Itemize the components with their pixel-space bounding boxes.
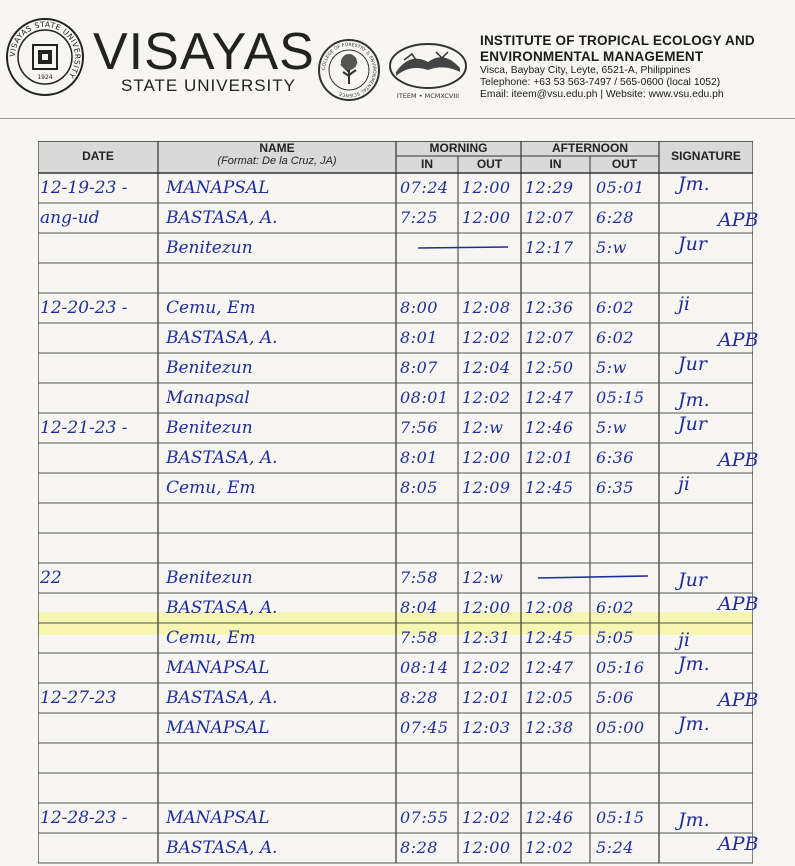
- afternoon-out-cell: 5:w: [596, 418, 627, 437]
- afternoon-in-cell: 12:46: [525, 418, 574, 437]
- letterhead: [0, 0, 795, 112]
- attendance-table: [38, 141, 759, 866]
- afternoon-out-cell: 5:w: [596, 358, 627, 377]
- afternoon-out-cell: 05:15: [596, 388, 645, 407]
- col-header-morning: MORNING: [429, 141, 488, 155]
- signature-cell: Jur: [678, 569, 707, 591]
- morning-in-cell: 7:58: [400, 628, 438, 647]
- signature-cell: Jur: [678, 233, 707, 255]
- name-cell: MANAPSAL: [166, 178, 270, 198]
- afternoon-in-cell: 12:29: [525, 178, 574, 197]
- afternoon-in-cell: 12:36: [525, 298, 574, 317]
- date-cell: ang-ud: [40, 208, 100, 228]
- afternoon-out-cell: 6:02: [596, 328, 634, 347]
- name-cell: Manapsal: [166, 388, 250, 408]
- col-header-name: NAME: [259, 141, 295, 155]
- morning-out-cell: 12:02: [462, 808, 511, 827]
- afternoon-in-cell: 12:47: [525, 388, 574, 407]
- institute-email-website: Email: iteem@vsu.edu.ph | Website: www.vsu.edu.ph: [480, 89, 724, 100]
- morning-in-cell: 8:04: [400, 598, 438, 617]
- header-divider: [0, 118, 795, 119]
- signature-cell: APB: [718, 209, 759, 231]
- signature-cell: Jm.: [678, 389, 710, 411]
- morning-in-cell: 8:05: [400, 478, 438, 497]
- blank-time-dash: [538, 576, 648, 578]
- morning-in-cell: 08:14: [400, 658, 449, 677]
- afternoon-out-cell: 6:35: [596, 478, 634, 497]
- name-cell: Cemu, Em: [166, 298, 256, 318]
- name-cell: MANAPSAL: [166, 658, 270, 678]
- morning-in-cell: 8:00: [400, 298, 438, 317]
- table-grid: [38, 141, 753, 866]
- signature-cell: ji: [678, 293, 690, 315]
- name-cell: MANAPSAL: [166, 808, 270, 828]
- morning-in-cell: 07:24: [400, 178, 449, 197]
- name-cell: BASTASA, A.: [166, 448, 278, 468]
- morning-out-cell: 12:00: [462, 208, 511, 227]
- name-cell: Cemu, Em: [166, 628, 256, 648]
- afternoon-in-cell: 12:08: [525, 598, 574, 617]
- signature-cell: APB: [718, 689, 759, 711]
- afternoon-in-cell: 12:02: [525, 838, 574, 857]
- afternoon-out-cell: 6:28: [596, 208, 634, 227]
- signature-cell: Jm.: [678, 173, 710, 195]
- morning-out-cell: 12:00: [462, 838, 511, 857]
- seal-text: VISAYAS STATE UNIVERSITY: [7, 19, 83, 81]
- afternoon-in-cell: 12:01: [525, 448, 574, 467]
- date-cell: 12-21-23 -: [40, 418, 128, 438]
- morning-out-cell: 12:02: [462, 658, 511, 677]
- morning-out-cell: 12:08: [462, 298, 511, 317]
- morning-out-cell: 12:01: [462, 688, 511, 707]
- col-header-date: DATE: [82, 149, 114, 163]
- morning-out-cell: 12:00: [462, 448, 511, 467]
- afternoon-in-cell: 12:38: [525, 718, 574, 737]
- morning-in-cell: 8:28: [400, 838, 438, 857]
- col-header-afternoon: AFTERNOON: [552, 141, 628, 155]
- morning-out-cell: 12:02: [462, 328, 511, 347]
- name-cell: Benitezun: [166, 358, 253, 378]
- morning-out-cell: 12:w: [462, 568, 504, 587]
- institute-telephone: Telephone: +63 53 563-7497 / 565-0600 (local 1052): [480, 77, 721, 88]
- afternoon-out-cell: 5:06: [596, 688, 634, 707]
- morning-in-cell: 07:45: [400, 718, 449, 737]
- morning-out-cell: 12:03: [462, 718, 511, 737]
- afternoon-in-cell: 12:17: [525, 238, 574, 257]
- signature-cell: APB: [718, 329, 759, 351]
- afternoon-out-cell: 6:36: [596, 448, 634, 467]
- vsu-wordmark: [93, 23, 315, 96]
- morning-in-cell: 07:55: [400, 808, 449, 827]
- institute-block: [480, 33, 755, 101]
- afternoon-in-cell: 12:46: [525, 808, 574, 827]
- blank-time-dash: [418, 247, 508, 248]
- morning-in-cell: 08:01: [400, 388, 449, 407]
- signature-cell: Jm.: [678, 713, 710, 735]
- signature-cell: ji: [678, 473, 690, 495]
- name-cell: BASTASA, A.: [166, 688, 278, 708]
- name-cell: BASTASA, A.: [166, 598, 278, 618]
- morning-in-cell: 7:58: [400, 568, 438, 587]
- afternoon-in-cell: 12:47: [525, 658, 574, 677]
- date-cell: 12-19-23 -: [40, 178, 128, 198]
- afternoon-out-cell: 6:02: [596, 298, 634, 317]
- signature-cell: APB: [718, 833, 759, 855]
- col-header-signature: SIGNATURE: [671, 149, 741, 163]
- afternoon-out-cell: 05:16: [596, 658, 645, 677]
- signature-cell: APB: [718, 449, 759, 471]
- iteem-logo-text: ITEEM • MCMXCVIII: [396, 92, 460, 100]
- afternoon-out-cell: 5:w: [596, 238, 627, 257]
- vsu-seal-logo: [5, 17, 85, 97]
- signature-cell: Jur: [678, 353, 707, 375]
- morning-out-cell: 12:00: [462, 178, 511, 197]
- afternoon-out-cell: 5:24: [596, 838, 634, 857]
- afternoon-in-cell: 12:45: [525, 628, 574, 647]
- cfes-logo-text: COLLEGE OF FORESTRY & ENVIRONMENTAL SCIENCE: [321, 42, 377, 98]
- name-cell: MANAPSAL: [166, 718, 270, 738]
- date-cell: 12-28-23 -: [40, 808, 128, 828]
- afternoon-out-cell: 05:15: [596, 808, 645, 827]
- morning-in-cell: 7:25: [400, 208, 438, 227]
- morning-out-cell: 12:02: [462, 388, 511, 407]
- institute-address: Visca, Baybay City, Leyte, 6521-A, Philippines: [480, 65, 691, 76]
- afternoon-in-cell: 12:05: [525, 688, 574, 707]
- name-cell: Cemu, Em: [166, 478, 256, 498]
- morning-in-cell: 8:28: [400, 688, 438, 707]
- col-header-morning-in: IN: [421, 157, 433, 171]
- name-cell: BASTASA, A.: [166, 328, 278, 348]
- iteem-logo: [386, 38, 470, 102]
- afternoon-in-cell: 12:45: [525, 478, 574, 497]
- col-header-afternoon-out: OUT: [611, 157, 638, 171]
- morning-out-cell: 12:w: [462, 418, 504, 437]
- morning-out-cell: 12:00: [462, 598, 511, 617]
- afternoon-out-cell: 05:00: [596, 718, 645, 737]
- afternoon-out-cell: 5:05: [596, 628, 634, 647]
- col-header-morning-out: OUT: [476, 157, 503, 171]
- morning-in-cell: 8:01: [400, 448, 438, 467]
- morning-out-cell: 12:04: [462, 358, 511, 377]
- afternoon-out-cell: 6:02: [596, 598, 634, 617]
- name-cell: Benitezun: [166, 238, 253, 258]
- morning-in-cell: 7:56: [400, 418, 438, 437]
- afternoon-in-cell: 12:07: [525, 328, 574, 347]
- name-cell: BASTASA, A.: [166, 838, 278, 858]
- date-cell: 12-27-23: [40, 688, 117, 708]
- wordmark-title: VISAYAS: [93, 23, 315, 81]
- date-cell: 22: [40, 568, 62, 588]
- signature-cell: Jm.: [678, 653, 710, 675]
- signature-cell: Jm.: [678, 809, 710, 831]
- name-cell: BASTASA, A.: [166, 208, 278, 228]
- afternoon-out-cell: 05:01: [596, 178, 645, 197]
- col-header-afternoon-in: IN: [549, 157, 562, 171]
- college-forestry-logo: [317, 38, 381, 102]
- seal-year: 1924: [37, 74, 53, 81]
- morning-out-cell: 12:31: [462, 628, 511, 647]
- institute-name-line2: ENVIRONMENTAL MANAGEMENT: [480, 49, 704, 64]
- wordmark-subtitle: STATE UNIVERSITY: [121, 76, 297, 95]
- morning-out-cell: 12:09: [462, 478, 511, 497]
- date-cell: 12-20-23 -: [40, 298, 128, 318]
- name-cell: Benitezun: [166, 568, 253, 588]
- afternoon-in-cell: 12:50: [525, 358, 574, 377]
- signature-cell: APB: [718, 593, 759, 615]
- institute-name-line1: INSTITUTE OF TROPICAL ECOLOGY AND: [480, 33, 755, 48]
- morning-in-cell: 8:01: [400, 328, 438, 347]
- afternoon-in-cell: 12:07: [525, 208, 574, 227]
- signature-cell: Jur: [678, 413, 707, 435]
- col-header-name-format: (Format: De la Cruz, JA): [217, 155, 337, 167]
- signature-cell: ji: [678, 629, 690, 651]
- morning-in-cell: 8:07: [400, 358, 438, 377]
- name-cell: Benitezun: [166, 418, 253, 438]
